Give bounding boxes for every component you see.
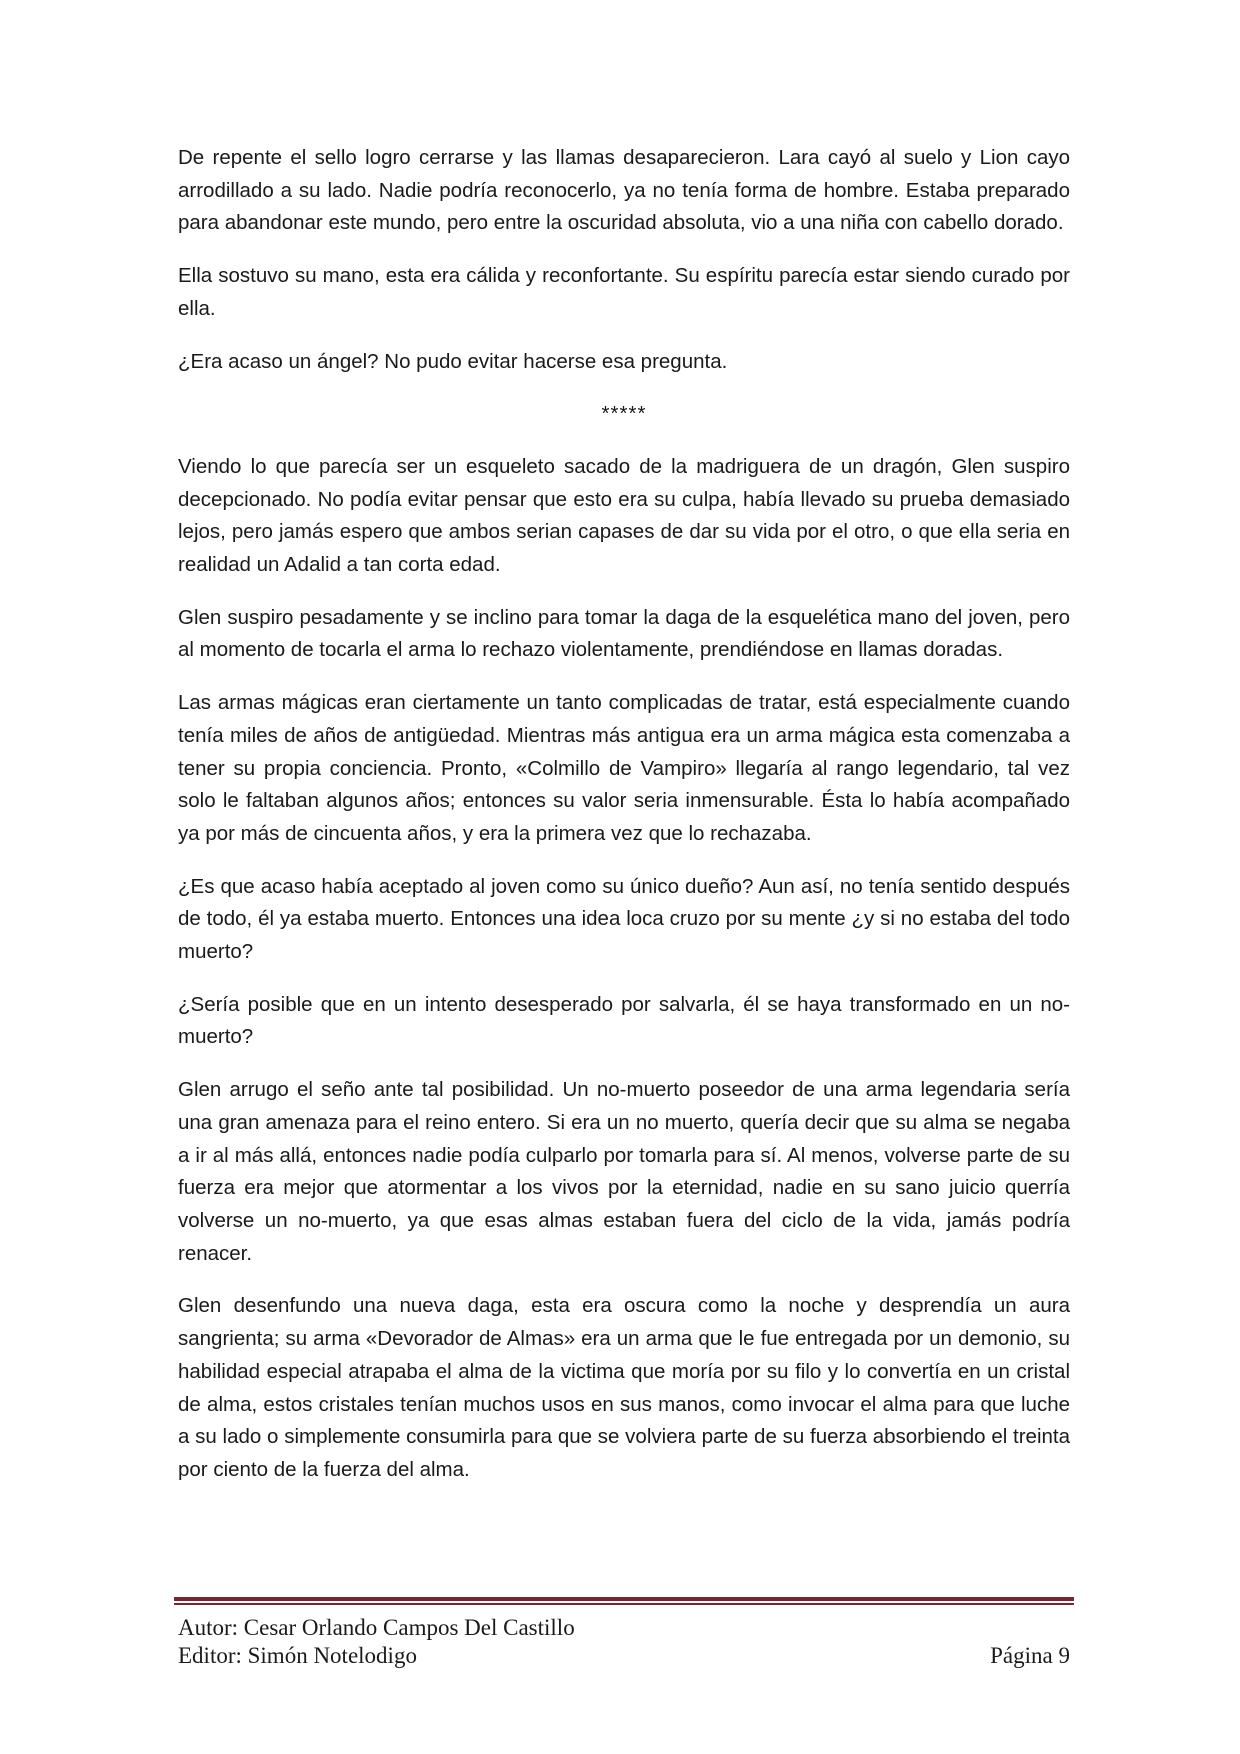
paragraph: ¿Sería posible que en un intento desesperado por salvarla, él se haya transformado en un no-muerto? — [178, 992, 1070, 1049]
footer-divider — [174, 1597, 1074, 1605]
footer-divider-thick — [174, 1597, 1074, 1601]
paragraph: Las armas mágicas eran ciertamente un tanto complicadas de tratar, está especialmente cuando tenía miles de años de antigüedad. Mientras más antigua era un arma mágica esta comenzaba a tener su propia conciencia. Pronto, «Colmillo de Vampiro» llegaría al rango legendario, tal vez solo le faltaban algunos años; entonces su valor seria inmensurable. Ésta lo había acompañado ya por más de cincuenta años, y era la primera vez que lo rechazaba. — [178, 691, 1070, 845]
footer-editor: Editor: Simón Notelodigo — [178, 1643, 417, 1668]
paragraph: Glen suspiro pesadamente y se inclino para tomar la daga de la esquelética mano del joven, pero al momento de tocarla el arma lo rechazo violentamente, prendiéndose en llamas doradas. — [178, 605, 1070, 662]
page-number: Página 9 — [990, 1643, 1070, 1668]
scene-separator: ***** — [601, 402, 647, 426]
paragraph: Glen arrugo el seño ante tal posibilidad. Un no-muerto poseedor de una arma legendaria sería una gran amenaza para el reino entero. Si era un no muerto, quería decir que su alma se negaba a ir al más allá, entonces nadie podía culparlo por tomarla para sí. Al menos, volverse parte de su fuerza era mejor que atormentar a los vivos por la eternidad, nadie en su sano juicio querría volverse un no-muerto, ya que esas almas estaban fuera del ciclo de la vida, jamás podría renacer. — [178, 1078, 1070, 1265]
page-footer — [178, 1614, 1070, 1670]
paragraph: Glen desenfundo una nueva daga, esta era oscura como la noche y desprendía un aura sangrienta; su arma «Devorador de Almas» era un arma que le fue entregada por un demonio, su habilidad especial atrapaba el alma de la victima que moría por su filo y lo convertía en un cristal de alma, estos cristales tenían muchos usos en sus manos, como invocar el alma para que luche a su lado o simplemente consumirla para que se volviera parte de su fuerza absorbiendo el treinta por ciento de la fuerza del alma. — [178, 1294, 1070, 1481]
footer-divider-thin — [174, 1603, 1074, 1605]
paragraph: Ella sostuvo su mano, esta era cálida y reconfortante. Su espíritu parecía estar siendo curado por ella. — [178, 264, 1070, 320]
page-body — [178, 142, 1070, 1507]
footer-author: Autor: Cesar Orlando Campos Del Castillo — [178, 1615, 575, 1640]
paragraph: ¿Era acaso un ángel? No pudo evitar hacerse esa pregunta. — [178, 349, 728, 373]
paragraph: ¿Es que acaso había aceptado al joven como su único dueño? Aun así, no tenía sentido después de todo, él ya estaba muerto. Entonces una idea loca cruzo por su mente ¿y si no estaba del todo muerto? — [178, 874, 1070, 964]
footer-author-row — [178, 1614, 1070, 1642]
paragraph: Viendo lo que parecía ser un esqueleto sacado de la madriguera de un dragón, Glen suspiro decepcionado. No podía evitar pensar que esto era su culpa, había llevado su prueba demasiado lejos, pero jamás espero que ambos serian capases de dar su vida por el otro, o que ella seria en realidad un Adalid a tan corta edad. — [178, 454, 1070, 577]
paragraph: De repente el sello logro cerrarse y las llamas desaparecieron. Lara cayó al suelo y Lion cayo arrodillado a su lado. Nadie podría reconocerlo, ya no tenía forma de hombre. Estaba preparado para abandonar este mundo, pero entre la oscuridad absoluta, vio a una niña con cabello dorado. — [178, 146, 1070, 235]
footer-editor-row — [178, 1642, 1070, 1670]
